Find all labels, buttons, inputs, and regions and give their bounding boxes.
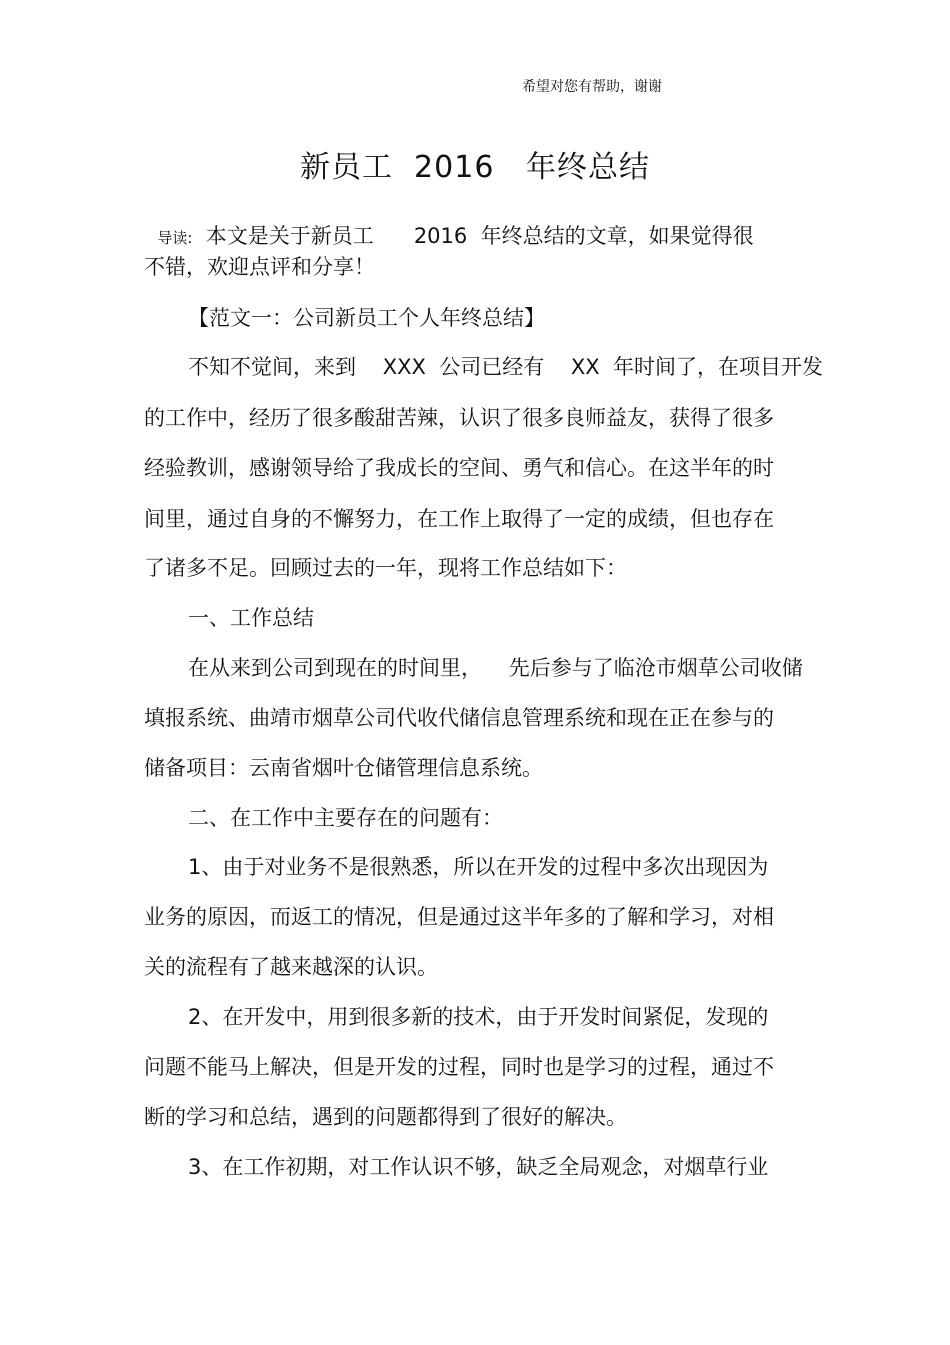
page-title: 新员工 2016 年终总结 (299, 150, 651, 185)
header-note: 希望对您有帮助，谢谢 (522, 79, 662, 95)
paragraph-1-line-5: 了诸多不足。回顾过去的一年，现将工作总结如下： (144, 556, 627, 580)
item-2-line-2: 问题不能马上解决，但是开发的过程，同时也是学习的过程，通过不 (144, 1055, 774, 1079)
paragraph-1-line-4: 间里，通过自身的不懈努力，在工作上取得了一定的成绩，但也存在 (144, 507, 774, 531)
paragraph-1-line-1: 不知不觉间，来到 XXX 公司已经有 XX 年时间了，在项目开发 (188, 355, 824, 379)
item-2-line-1: 2、在开发中，用到很多新的技术，由于开发时间紧促，发现的 (188, 1005, 769, 1029)
item-1-line-3: 关的流程有了越来越深的认识。 (144, 955, 438, 979)
paragraph-1-line-2: 的工作中，经历了很多酸甜苦辣，认识了很多良师益友，获得了很多 (144, 406, 774, 430)
paragraph-2-line-1: 在从来到公司到现在的时间里， 先后参与了临沧市烟草公司收储 (188, 656, 803, 680)
intro-label: 导读: (157, 229, 193, 247)
intro-text-1: 本文是关于新员工 2016 年终总结的文章，如果觉得很 (192, 224, 754, 248)
item-1-line-2: 业务的原因，而返工的情况，但是通过这半年多的了解和学习，对相 (144, 905, 774, 929)
item-1-line-1: 1、由于对业务不是很熟悉，所以在开发的过程中多次出现因为 (188, 855, 769, 879)
item-3-line-1: 3、在工作初期，对工作认识不够，缺乏全局观念，对烟草行业 (188, 1155, 769, 1179)
paragraph-2-line-2: 填报系统、曲靖市烟草公司代收代储信息管理系统和现在正在参与的 (144, 706, 774, 730)
item-2-line-3: 断的学习和总结，遇到的问题都得到了很好的解决。 (144, 1105, 627, 1129)
sample-heading: 【范文一：公司新员工个人年终总结】 (188, 306, 545, 330)
paragraph-1-line-3: 经验教训，感谢领导给了我成长的空间、勇气和信心。在这半年的时 (144, 456, 774, 480)
section-1-heading: 一、工作总结 (188, 606, 314, 630)
intro-line-2: 不错，欢迎点评和分享！ (144, 255, 375, 279)
section-2-heading: 二、在工作中主要存在的问题有： (188, 806, 503, 830)
paragraph-2-line-3: 储备项目：云南省烟叶仓储管理信息系统。 (144, 756, 543, 780)
intro-line-1 (144, 205, 754, 247)
